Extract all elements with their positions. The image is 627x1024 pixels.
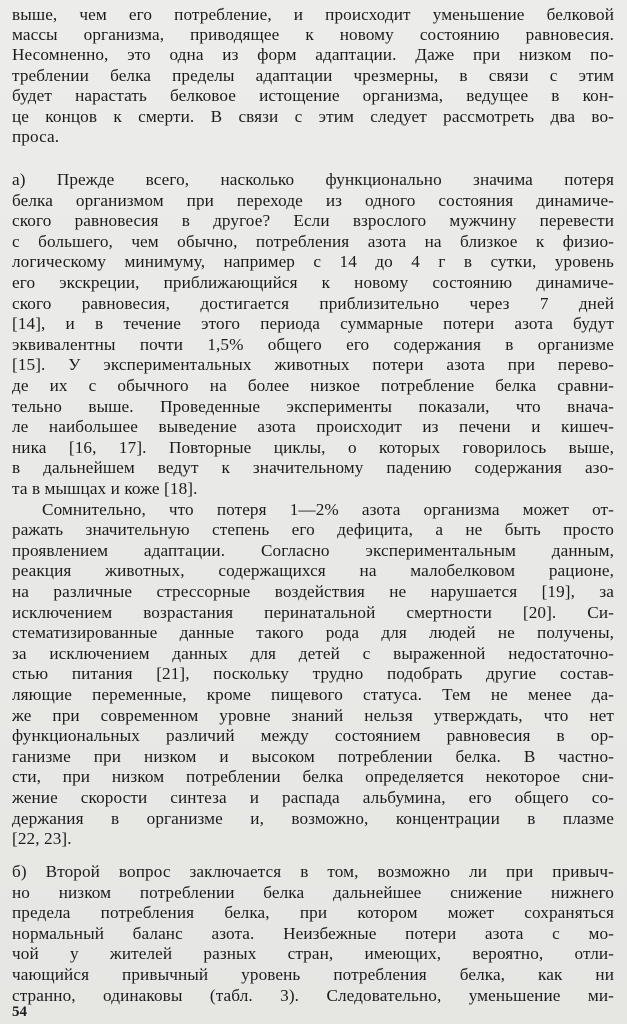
text-line: треблении белка пределы адаптации чрезмерны, в связи с этим xyxy=(12,66,614,85)
text-line: ражать значительную степень его дефицита, а не быть просто xyxy=(12,520,614,540)
text-line: стематизированные данные такого рода для людей не получены, xyxy=(12,623,614,643)
text-line: ского равновесия, достигается приблизительно через 7 дней xyxy=(12,293,614,313)
text-line: а) Прежде всего, насколько функционально значима потеря xyxy=(12,170,614,189)
text-line: эквивалентны почти 1,5% общего его содержания в организме xyxy=(12,334,614,354)
text-line: проса. xyxy=(12,127,60,146)
text-line: Сомнительно, что потеря 1—2% азота организма может от- xyxy=(42,499,614,519)
text-line: странно, одинаковы (табл. 3). Следовательно, уменьшение ми- xyxy=(12,985,614,1005)
text-line: будет нарастать белковое истощение организма, ведущее в кон- xyxy=(12,86,614,105)
text-line: держания в организме и, возможно, концентрации в плазме xyxy=(12,808,614,828)
text-line: логическому минимуму, например с 14 до 4 г в сутки, уровень xyxy=(12,252,614,272)
text-line: белка организмом при переходе из одного состояния динамиче- xyxy=(12,190,614,210)
text-line: массы организма, приводящее к новому состоянию равновесия. xyxy=(12,25,614,44)
text-line: чой у жителей разных стран, имеющих, вероятно, отли- xyxy=(12,944,614,964)
text-line: исключением возрастания перинатальной смертности [20]. Си- xyxy=(12,602,614,622)
text-line: [14], и в течение этого периода суммарные потери азота будут xyxy=(12,314,614,334)
text-line: но низком потреблении белка дальнейшее снижение нижнего xyxy=(12,882,614,902)
text-line: стью питания [21], поскольку трудно подобрать другие состав- xyxy=(12,664,614,684)
text-line: ле наибольшее выведение азота происходит из печени и кишеч- xyxy=(12,417,614,437)
text-line: выше, чем его потребление, и происходит уменьшение белковой xyxy=(12,5,614,24)
text-line: та в мышцах и коже [18]. xyxy=(12,479,198,498)
text-line: де их с обычного на более низкое потребление белка сравни- xyxy=(12,376,614,395)
text-line: предела потребления белка, при котором может сохраняться xyxy=(12,903,614,923)
text-line: жение скорости синтеза и распада альбумина, его общего со- xyxy=(12,788,614,807)
text-line: с большего, чем обычно, потребления азота на близкое к физио- xyxy=(12,231,614,251)
text-line: на различные стрессорные воздействия не нарушается [19], за xyxy=(12,582,614,601)
text-line: [15]. У экспериментальных животных потери азота при перево- xyxy=(12,355,614,375)
text-line: нормальный баланс азота. Неизбежные потери азота с мо- xyxy=(12,923,614,943)
text-line: в дальнейшем ведут к значительному падению содержания азо- xyxy=(12,458,614,478)
text-line: чающийся привычный уровень потребления белка, как ни xyxy=(12,965,614,984)
text-line: сти, при низком потреблении белка определяется некоторое сни- xyxy=(12,767,614,787)
text-line: ганизме при низком и высоком потреблении белка. В частно- xyxy=(12,746,614,766)
text-line: [22, 23]. xyxy=(12,829,72,849)
text-line: проявлением адаптации. Согласно экспериментальным данным, xyxy=(12,540,614,560)
text-line: ника [16, 17]. Повторные циклы, о которых говорилось выше, xyxy=(12,437,614,457)
text-line: же при современном уровне знаний нельзя утверждать, что нет xyxy=(12,705,614,725)
text-line: за исключением данных для детей с выраженной недостаточно- xyxy=(12,643,614,663)
page-number: 54 xyxy=(12,1004,27,1020)
text-line: функциональных различий между состоянием равновесия в ор- xyxy=(12,726,614,746)
text-line: б) Второй вопрос заключается в том, возможно ли при привыч- xyxy=(12,862,614,881)
text-line: ляющие переменные, кроме пищевого статуса. Тем не менее да- xyxy=(12,685,614,704)
text-line: це концов к смерти. В связи с этим следует рассмотреть два во- xyxy=(12,107,614,126)
text-line: его экскреции, приближающийся к новому состоянию динамиче- xyxy=(12,273,614,292)
text-line: Несомненно, это одна из форм адаптации. Даже при низком по- xyxy=(12,45,614,64)
text-line: ского равновесия в другое? Если взрослого мужчину перевести xyxy=(12,211,614,231)
text-line: реакция животных, содержащихся на малобелковом рационе, xyxy=(12,561,614,581)
text-line: тельно выше. Проведенные эксперименты показали, что внача- xyxy=(12,396,614,416)
